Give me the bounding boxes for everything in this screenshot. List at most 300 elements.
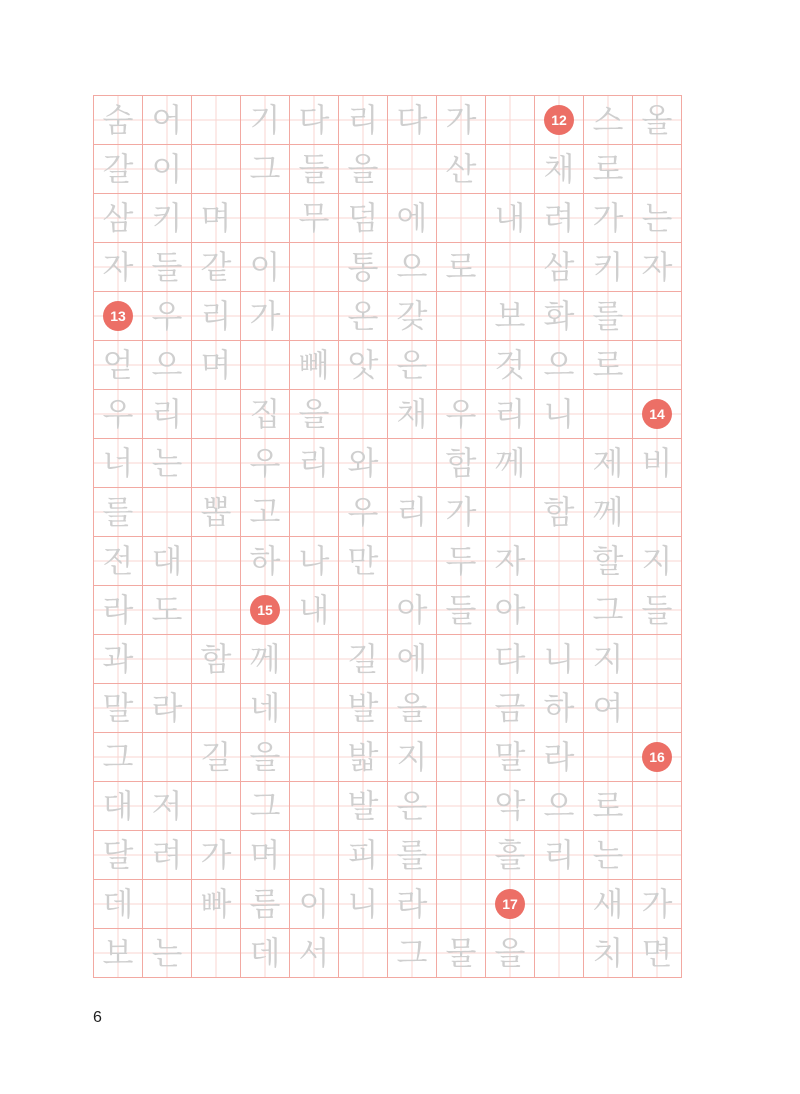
grid-cell — [290, 684, 339, 733]
grid-cell — [437, 831, 486, 880]
grid-cell — [388, 292, 437, 341]
verse-number-badge: 15 — [250, 595, 280, 625]
grid-cell — [290, 243, 339, 292]
trace-character: 그 — [396, 934, 428, 972]
trace-character: 대 — [102, 787, 134, 825]
grid-cell — [143, 537, 192, 586]
grid-cell — [143, 439, 192, 488]
grid-cell — [486, 537, 535, 586]
grid-cell — [143, 390, 192, 439]
grid-cell — [633, 782, 682, 831]
grid-cell — [290, 733, 339, 782]
trace-character: 서 — [298, 934, 330, 972]
grid-cell — [388, 635, 437, 684]
grid-cell — [535, 782, 584, 831]
grid-cell — [339, 292, 388, 341]
grid-cell — [241, 243, 290, 292]
grid-cell — [388, 831, 437, 880]
trace-character: 키 — [151, 199, 183, 237]
trace-character: 자 — [494, 542, 526, 580]
grid-cell — [143, 145, 192, 194]
trace-character: 어 — [151, 101, 183, 139]
grid-cell — [437, 733, 486, 782]
grid-cell — [388, 782, 437, 831]
grid-cell — [143, 96, 192, 145]
trace-character: 지 — [641, 542, 673, 580]
trace-character: 채 — [543, 150, 575, 188]
trace-character: 달 — [102, 836, 134, 874]
grid-cell — [94, 880, 143, 929]
trace-character: 을 — [494, 934, 526, 972]
grid-cell — [486, 488, 535, 537]
grid-cell — [486, 635, 535, 684]
grid-cell — [339, 586, 388, 635]
grid-cell — [290, 635, 339, 684]
grid-cell — [633, 831, 682, 880]
trace-character: 들 — [151, 248, 183, 286]
grid-cell — [633, 586, 682, 635]
trace-character: 말 — [494, 738, 526, 776]
trace-character: 함 — [200, 640, 232, 678]
grid-cell — [339, 439, 388, 488]
grid-cell — [584, 488, 633, 537]
grid-cell — [94, 96, 143, 145]
trace-character: 올 — [641, 101, 673, 139]
trace-character: 가 — [641, 885, 673, 923]
grid-cell — [388, 586, 437, 635]
grid-cell — [192, 292, 241, 341]
trace-character: 새 — [592, 885, 624, 923]
trace-character: 삼 — [543, 248, 575, 286]
trace-character: 갖 — [396, 297, 428, 335]
grid-cell — [535, 488, 584, 537]
trace-character: 가 — [200, 836, 232, 874]
grid-cell — [437, 439, 486, 488]
trace-character: 아 — [494, 591, 526, 629]
trace-character: 여 — [592, 689, 624, 727]
grid-cell — [143, 586, 192, 635]
trace-character: 나 — [298, 542, 330, 580]
trace-character: 것 — [494, 346, 526, 384]
grid-cell — [535, 537, 584, 586]
trace-character: 금 — [494, 689, 526, 727]
trace-character: 려 — [151, 836, 183, 874]
trace-character: 삼 — [102, 199, 134, 237]
trace-character: 우 — [151, 297, 183, 335]
grid-cell — [339, 635, 388, 684]
trace-character: 그 — [102, 738, 134, 776]
trace-character: 아 — [396, 591, 428, 629]
trace-character: 치 — [592, 934, 624, 972]
grid-cell — [94, 341, 143, 390]
grid-cell — [192, 96, 241, 145]
trace-character: 라 — [102, 591, 134, 629]
grid-cell — [486, 243, 535, 292]
grid-cell — [584, 782, 633, 831]
trace-character: 라 — [396, 885, 428, 923]
trace-character: 고 — [249, 493, 281, 531]
trace-character: 말 — [102, 689, 134, 727]
grid-cell — [192, 243, 241, 292]
grid-cell — [486, 439, 535, 488]
trace-character: 그 — [249, 150, 281, 188]
grid-cell — [437, 537, 486, 586]
trace-character: 같 — [200, 248, 232, 286]
grid-cell — [192, 390, 241, 439]
grid-cell — [584, 537, 633, 586]
trace-character: 께 — [249, 640, 281, 678]
grid-cell — [241, 684, 290, 733]
grid-cell — [633, 145, 682, 194]
trace-character: 산 — [445, 150, 477, 188]
grid-cell — [94, 831, 143, 880]
writing-grid — [93, 95, 682, 978]
grid-cell — [388, 880, 437, 929]
grid-cell — [143, 880, 192, 929]
trace-character: 채 — [396, 395, 428, 433]
grid-cell — [241, 292, 290, 341]
trace-character: 리 — [543, 836, 575, 874]
grid-cell — [94, 145, 143, 194]
grid-cell — [290, 929, 339, 978]
grid-cell — [584, 831, 633, 880]
grid-cell — [437, 880, 486, 929]
trace-character: 너 — [102, 444, 134, 482]
trace-character: 으 — [543, 346, 575, 384]
grid-cell — [339, 782, 388, 831]
page-number: 6 — [93, 1009, 102, 1026]
grid-cell — [535, 733, 584, 782]
trace-character: 와 — [347, 444, 379, 482]
grid-cell — [94, 243, 143, 292]
trace-character: 들 — [641, 591, 673, 629]
grid-cell — [633, 537, 682, 586]
trace-character: 으 — [151, 346, 183, 384]
grid-cell — [633, 488, 682, 537]
trace-character: 피 — [347, 836, 379, 874]
grid-cell — [339, 831, 388, 880]
trace-character: 숨 — [102, 101, 134, 139]
trace-character: 리 — [347, 101, 379, 139]
trace-character: 이 — [298, 885, 330, 923]
trace-character: 이 — [151, 150, 183, 188]
grid-cell — [241, 96, 290, 145]
grid-cell — [486, 586, 535, 635]
grid-cell — [143, 488, 192, 537]
grid-cell — [437, 635, 486, 684]
verse-number-badge: 12 — [544, 105, 574, 135]
grid-cell — [437, 488, 486, 537]
grid-cell — [241, 929, 290, 978]
trace-character: 제 — [592, 444, 624, 482]
trace-character: 에 — [396, 640, 428, 678]
trace-character: 길 — [200, 738, 232, 776]
grid-cell — [290, 96, 339, 145]
trace-character: 로 — [445, 248, 477, 286]
trace-character: 는 — [641, 199, 673, 237]
trace-character: 데 — [102, 885, 134, 923]
grid-cell — [339, 341, 388, 390]
trace-character: 께 — [494, 444, 526, 482]
trace-character: 앗 — [347, 346, 379, 384]
grid-cell — [486, 390, 535, 439]
grid-cell — [437, 929, 486, 978]
grid-cell — [388, 537, 437, 586]
trace-character: 두 — [445, 542, 477, 580]
trace-character: 에 — [396, 199, 428, 237]
grid-cell — [584, 292, 633, 341]
grid-cell — [388, 390, 437, 439]
trace-character: 로 — [592, 787, 624, 825]
grid-cell — [339, 880, 388, 929]
trace-character: 다 — [298, 101, 330, 139]
trace-character: 려 — [543, 199, 575, 237]
trace-character: 흘 — [494, 836, 526, 874]
grid-cell — [388, 929, 437, 978]
grid-cell — [290, 586, 339, 635]
grid-cell — [633, 194, 682, 243]
grid-cell — [94, 929, 143, 978]
grid-cell — [290, 537, 339, 586]
grid-cell — [241, 831, 290, 880]
grid-cell — [192, 194, 241, 243]
grid-cell — [290, 488, 339, 537]
trace-character: 께 — [592, 493, 624, 531]
trace-character: 스 — [592, 101, 624, 139]
grid-cell — [339, 733, 388, 782]
grid-cell — [584, 929, 633, 978]
trace-character: 통 — [347, 248, 379, 286]
grid-cell — [94, 194, 143, 243]
grid-cell — [143, 194, 192, 243]
grid-cell — [535, 145, 584, 194]
trace-character: 비 — [641, 444, 673, 482]
grid-cell — [241, 537, 290, 586]
grid-cell — [535, 880, 584, 929]
grid-cell — [94, 292, 143, 341]
trace-character: 그 — [592, 591, 624, 629]
grid-cell — [339, 929, 388, 978]
grid-cell — [388, 733, 437, 782]
grid-cell — [535, 292, 584, 341]
grid-cell — [388, 341, 437, 390]
grid-cell — [437, 684, 486, 733]
grid-cell — [633, 635, 682, 684]
trace-character: 를 — [102, 493, 134, 531]
trace-character: 뽑 — [200, 493, 232, 531]
trace-character: 밟 — [347, 738, 379, 776]
grid-cell — [241, 733, 290, 782]
grid-cell — [192, 831, 241, 880]
grid-cell — [94, 782, 143, 831]
trace-character: 며 — [200, 346, 232, 384]
trace-character: 은 — [396, 346, 428, 384]
grid-cell — [486, 96, 535, 145]
grid-cell — [535, 194, 584, 243]
trace-character: 들 — [445, 591, 477, 629]
grid-cell — [388, 145, 437, 194]
grid-cell — [584, 341, 633, 390]
grid-cell — [486, 880, 535, 929]
grid-cell — [290, 390, 339, 439]
grid-cell — [192, 635, 241, 684]
grid-cell — [584, 635, 633, 684]
grid-cell — [339, 488, 388, 537]
trace-character: 만 — [347, 542, 379, 580]
grid-cell — [241, 145, 290, 194]
grid-cell — [143, 782, 192, 831]
trace-character: 화 — [543, 297, 575, 335]
trace-character: 을 — [396, 689, 428, 727]
grid-cell — [486, 929, 535, 978]
trace-character: 빠 — [200, 885, 232, 923]
grid-cell — [633, 733, 682, 782]
trace-character: 우 — [249, 444, 281, 482]
grid-cell — [290, 292, 339, 341]
grid-cell — [535, 390, 584, 439]
trace-character: 으 — [543, 787, 575, 825]
trace-character: 리 — [396, 493, 428, 531]
grid-cell — [535, 635, 584, 684]
grid-cell — [535, 586, 584, 635]
trace-character: 며 — [200, 199, 232, 237]
grid-cell — [633, 292, 682, 341]
trace-character: 를 — [592, 297, 624, 335]
grid-cell — [535, 439, 584, 488]
grid-cell — [486, 292, 535, 341]
grid-cell — [633, 439, 682, 488]
grid-cell — [535, 929, 584, 978]
trace-character: 는 — [151, 444, 183, 482]
trace-character: 보 — [102, 934, 134, 972]
trace-character: 니 — [543, 395, 575, 433]
grid-cell — [339, 684, 388, 733]
trace-character: 갈 — [102, 150, 134, 188]
grid-cell — [94, 586, 143, 635]
grid-cell — [486, 831, 535, 880]
grid-cell — [388, 439, 437, 488]
grid-cell — [241, 439, 290, 488]
grid-cell — [584, 586, 633, 635]
trace-character: 은 — [396, 787, 428, 825]
trace-character: 우 — [347, 493, 379, 531]
grid-cell — [143, 292, 192, 341]
verse-number-badge: 17 — [495, 889, 525, 919]
trace-character: 할 — [592, 542, 624, 580]
grid-cell — [94, 488, 143, 537]
grid-cell — [584, 733, 633, 782]
grid-cell — [633, 96, 682, 145]
trace-character: 리 — [151, 395, 183, 433]
trace-character: 저 — [151, 787, 183, 825]
trace-character: 보 — [494, 297, 526, 335]
grid-cell — [192, 537, 241, 586]
trace-character: 며 — [249, 836, 281, 874]
trace-character: 덤 — [347, 199, 379, 237]
trace-character: 함 — [543, 493, 575, 531]
grid-cell — [535, 96, 584, 145]
grid-cell — [192, 733, 241, 782]
grid-cell — [437, 145, 486, 194]
trace-character: 라 — [151, 689, 183, 727]
grid-cell — [486, 194, 535, 243]
grid-cell — [94, 733, 143, 782]
grid-cell — [290, 782, 339, 831]
trace-character: 로 — [592, 346, 624, 384]
trace-character: 리 — [200, 297, 232, 335]
verse-number-badge: 13 — [103, 301, 133, 331]
grid-cell — [388, 243, 437, 292]
trace-character: 는 — [151, 934, 183, 972]
trace-character: 으 — [396, 248, 428, 286]
verse-number-badge: 16 — [642, 742, 672, 772]
grid-cell — [486, 782, 535, 831]
grid-cell — [192, 341, 241, 390]
trace-character: 다 — [396, 101, 428, 139]
grid-cell — [633, 880, 682, 929]
trace-character: 내 — [298, 591, 330, 629]
trace-character: 자 — [641, 248, 673, 286]
grid-cell — [437, 782, 486, 831]
grid-cell — [94, 684, 143, 733]
grid-cell — [290, 341, 339, 390]
trace-character: 지 — [396, 738, 428, 776]
grid-cell — [192, 488, 241, 537]
trace-character: 는 — [592, 836, 624, 874]
grid-cell — [143, 341, 192, 390]
grid-cell — [584, 96, 633, 145]
grid-cell — [339, 145, 388, 194]
trace-character: 빼 — [298, 346, 330, 384]
grid-cell — [143, 243, 192, 292]
grid-cell — [584, 880, 633, 929]
grid-cell — [535, 831, 584, 880]
trace-character: 름 — [249, 885, 281, 923]
grid-cell — [94, 439, 143, 488]
trace-character: 리 — [494, 395, 526, 433]
trace-character: 하 — [543, 689, 575, 727]
grid-cell — [192, 929, 241, 978]
trace-character: 지 — [592, 640, 624, 678]
trace-character: 도 — [151, 591, 183, 629]
grid-cell — [388, 488, 437, 537]
grid-cell — [241, 586, 290, 635]
grid-cell — [584, 243, 633, 292]
grid-cell — [437, 341, 486, 390]
grid-cell — [143, 635, 192, 684]
grid-cell — [94, 635, 143, 684]
trace-character: 이 — [249, 248, 281, 286]
grid-cell — [437, 243, 486, 292]
trace-character: 내 — [494, 199, 526, 237]
grid-cell — [290, 831, 339, 880]
trace-character: 과 — [102, 640, 134, 678]
grid-cell — [192, 439, 241, 488]
grid-cell — [339, 390, 388, 439]
grid-cell — [486, 684, 535, 733]
trace-character: 전 — [102, 542, 134, 580]
grid-cell — [388, 96, 437, 145]
grid-cell — [192, 782, 241, 831]
grid-cell — [437, 96, 486, 145]
trace-character: 네 — [249, 689, 281, 727]
grid-cell — [535, 243, 584, 292]
grid-cell — [633, 684, 682, 733]
trace-character: 하 — [249, 542, 281, 580]
verse-number-badge: 14 — [642, 399, 672, 429]
grid-cell — [143, 929, 192, 978]
grid-cell — [486, 145, 535, 194]
